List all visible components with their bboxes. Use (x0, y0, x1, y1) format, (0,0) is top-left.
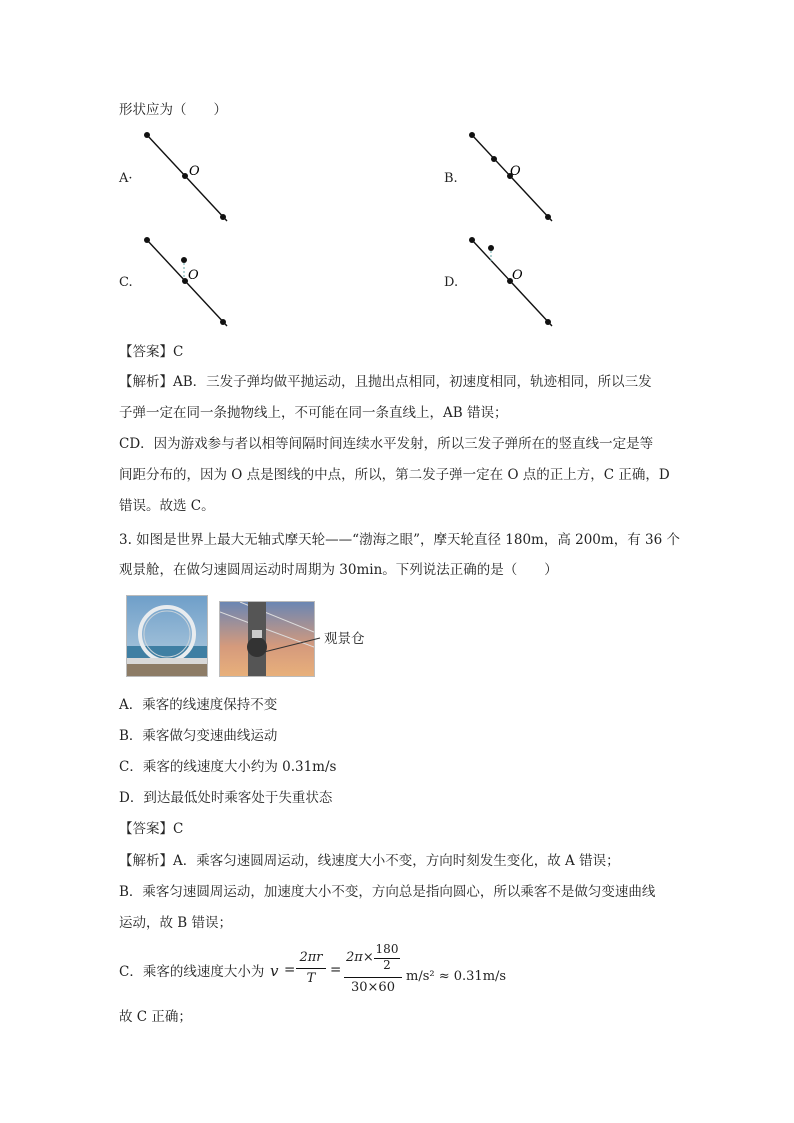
analysis-text: 错误。故选 C。 (119, 498, 215, 514)
formula-v: v (270, 962, 279, 980)
fraction-numerator: 2π× (346, 950, 374, 965)
ferris-wheel-photo (126, 595, 208, 677)
option-a-label: A· (119, 171, 133, 186)
option-b-figure (460, 125, 570, 235)
analysis-text: 运动，故 B 错误； (119, 915, 233, 931)
analysis-text: 间距分布的，因为 O 点是图线的中点，所以，第二发子弹一定在 O 点的正上方，C 正确，D (119, 467, 670, 483)
option-b: B．乘客做匀变速曲线运动 (119, 728, 278, 744)
conclusion-text: 故 C 正确； (119, 1009, 192, 1025)
inner-denominator: 2 (383, 958, 391, 972)
option-d-figure (460, 230, 570, 340)
option-c-label: C. (119, 275, 133, 290)
fraction-numerator: 2πr (299, 950, 323, 965)
inner-numerator: 180 (375, 942, 399, 956)
point-o-label: O (188, 268, 199, 283)
point-o-label: O (512, 268, 523, 283)
answer-value: C (173, 344, 184, 360)
formula-unit: m/s² ≈ 0.31m/s (406, 969, 507, 984)
analysis-text: 子弹一定在同一条抛物线上，不可能在同一条直线上，AB 错误； (119, 405, 508, 421)
answer-line (119, 819, 183, 839)
analysis-text: AB．三发子弹均做平抛运动，且抛出点相同，初速度相同，轨迹相同，所以三发 (173, 374, 652, 390)
option-b-label: B. (444, 171, 458, 186)
callout-line (262, 630, 322, 660)
photo-label: 观景仓 (324, 631, 365, 647)
fraction-bar (296, 968, 326, 969)
analysis-text: B．乘客匀速圆周运动，加速度大小不变，方向总是指向圆心，所以乘客不是做匀变速曲线 (119, 884, 656, 900)
formula-eq: = (284, 962, 296, 978)
analysis-tag: 【解析】 (119, 374, 173, 390)
answer-line (119, 342, 183, 362)
analysis-line (119, 851, 620, 871)
analysis-text: CD．因为游戏参与者以相等间隔时间连续水平发射，所以三发子弹所在的竖直线一定是等 (119, 436, 654, 452)
analysis-text: A．乘客匀速圆周运动，线速度大小不变，方向时刻发生变化，故 A 错误； (173, 853, 620, 869)
option-c: C．乘客的线速度大小约为 0.31m/s (119, 759, 337, 775)
point-o-label: O (189, 164, 200, 179)
point-o-label: O (510, 164, 521, 179)
formula-eq: = (330, 962, 342, 978)
answer-value: C (173, 821, 184, 837)
fraction-bar (344, 977, 402, 978)
question-text: 形状应为（ ） (119, 102, 227, 118)
option-a-figure (135, 125, 245, 235)
question-text: 观景舱，在做匀速圆周运动时周期为 30min。下列说法正确的是（ ） (119, 562, 558, 578)
option-c-figure (135, 230, 245, 340)
formula-prefix: C．乘客的线速度大小为 (119, 964, 265, 980)
option-d: D．到达最低处时乘客处于失重状态 (119, 790, 333, 806)
option-a: A．乘客的线速度保持不变 (119, 697, 278, 713)
answer-tag: 【答案】 (119, 821, 173, 837)
answer-tag: 【答案】 (119, 344, 173, 360)
analysis-line (119, 372, 652, 392)
analysis-tag: 【解析】 (119, 853, 173, 869)
question-text: 3. 如图是世界上最大无轴式摩天轮——“渤海之眼”，摩天轮直径 180m，高 200m，有 36 个 (119, 532, 680, 548)
fraction-denominator: T (306, 971, 316, 986)
fraction-denominator: 30×60 (351, 980, 395, 995)
option-d-label: D. (444, 275, 459, 290)
